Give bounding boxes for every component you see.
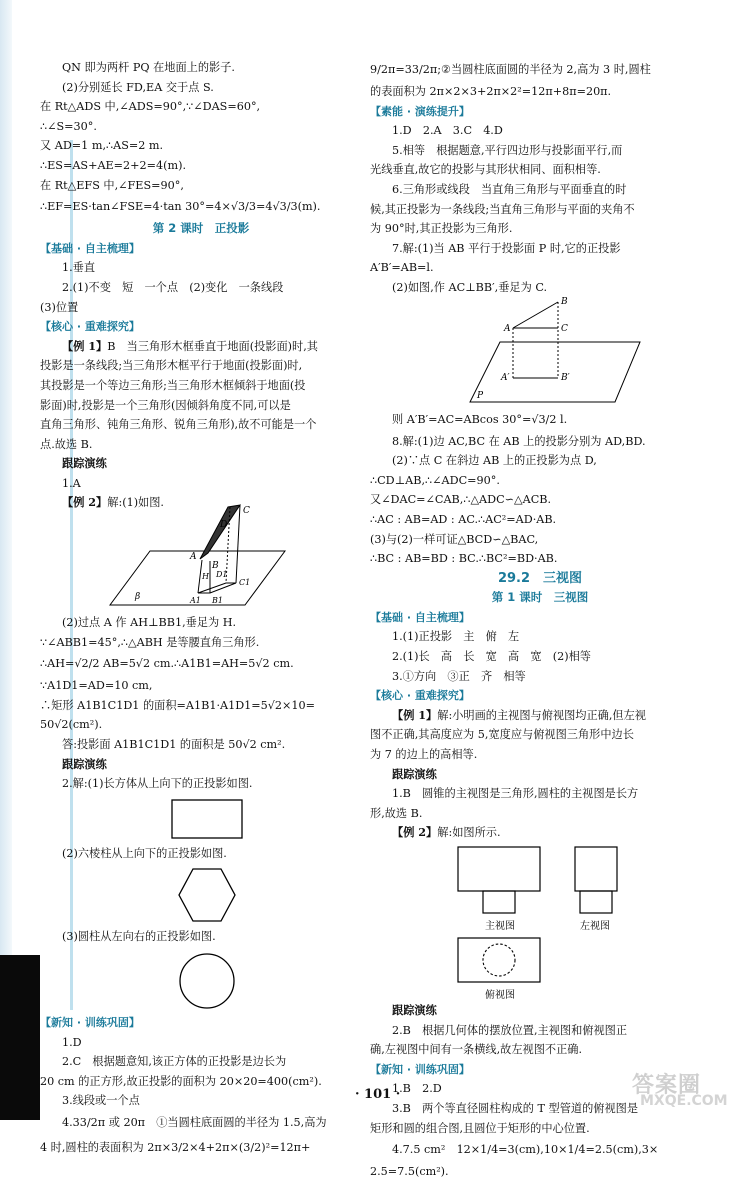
answer-line: 矩形和圆的组合图,且圆位于矩形的中心位置. bbox=[370, 1121, 590, 1135]
answer-line: 光线垂直,故它的投影与其形状相同、面积相等. bbox=[370, 163, 601, 177]
text-line: 为 7 的边上的高相等. bbox=[370, 748, 478, 762]
label-C1: C1 bbox=[239, 578, 251, 588]
answer-line: 4.33/2π 或 20π ①当圆柱底面圆的半径为 1.5,高为 bbox=[62, 1115, 327, 1129]
text-line: (3)圆柱从左向右的正投影如图. bbox=[62, 930, 216, 944]
projection-figure-2 bbox=[370, 298, 710, 408]
answer-line: 2.5=7.5(cm²). bbox=[370, 1165, 449, 1179]
section-tag-basic: 【基础 · 自主梳理】 bbox=[40, 241, 140, 255]
text-line: 2.解:(1)长方体从上向下的正投影如图. bbox=[62, 777, 253, 791]
caption-top-view: 俯视图 bbox=[485, 990, 515, 1001]
answer-line: 1.B 圆锥的主视图是三角形,圆柱的主视图是长方 bbox=[392, 787, 639, 801]
label-A-prime: A′ bbox=[501, 372, 510, 383]
answer-line: 1.B 2.D bbox=[392, 1082, 442, 1096]
answer-line: ∴BC : AB=BD : BC.∴BC²=BD·AB. bbox=[370, 552, 558, 566]
answer-line: 则 A′B′=AC=ABcos 30°=√3/2 l. bbox=[392, 412, 568, 426]
answer-line: 20 cm 的正方形,故正投影的面积为 20×20=400(cm²). bbox=[40, 1074, 322, 1088]
answer-line: 8.解:(1)边 AC,BC 在 AB 上的投影分别为 AD,BD. bbox=[392, 434, 646, 448]
answer-line: (3)与(2)一样可证△BCD∽△BAC, bbox=[370, 532, 539, 546]
answer-line: 候,其正投影为一条线段;当直角三角形与平面的夹角不 bbox=[370, 202, 635, 216]
section-tag-new: 【新知 · 训练巩固】 bbox=[370, 1062, 470, 1076]
text-line: (2)过点 A 作 AH⊥BB1,垂足为 H. bbox=[62, 616, 237, 630]
answer-line: 1.A bbox=[62, 476, 81, 490]
rectangle-projection bbox=[40, 794, 362, 844]
label-D: D bbox=[220, 520, 228, 531]
text-line: ∴AH=√2/2 AB=5√2 cm.∴A1B1=AH=5√2 cm. bbox=[40, 657, 294, 671]
page-number: · 101 · bbox=[355, 1087, 401, 1102]
answer-line: 4 时,圆柱的表面积为 2π×3/2×4+2π×(3/2)²=12π+ bbox=[40, 1140, 311, 1154]
text-line: 解:如图所示. bbox=[437, 826, 501, 840]
answer-line: 5.相等 根据题意,平行四边形与投影面平行,而 bbox=[392, 143, 623, 157]
section-tag-basic: 【基础 · 自主梳理】 bbox=[370, 610, 470, 624]
text-line: 直角三角形、钝角三角形、锐角三角形),故不可能是一个 bbox=[40, 418, 317, 432]
tracking-practice-heading: 跟踪演练 bbox=[62, 756, 107, 771]
answer-line: 2.(1)不变 短 一个点 (2)变化 一条线段 bbox=[62, 280, 284, 294]
label-C: C bbox=[243, 506, 250, 517]
label-B-prime: B′ bbox=[561, 372, 570, 383]
answer-line: ∴AC : AB=AD : AC.∴AC²=AD·AB. bbox=[370, 512, 557, 526]
text-line: 其投影是一个等边三角形;当三角形木框倾斜于地面(投 bbox=[40, 378, 306, 392]
answer-line: 又∠DAC=∠CAB,∴△ADC∽△ACB. bbox=[370, 493, 552, 507]
text-line: ∴矩形 A1B1C1D1 的面积=A1B1·A1D1=5√2×10= bbox=[40, 698, 316, 712]
circle-projection bbox=[40, 947, 362, 1013]
caption-left-view: 左视图 bbox=[580, 921, 610, 932]
answer-line: 1.垂直 bbox=[62, 261, 96, 275]
text-line: 投影是一条线段;当三角形木框平行于地面(投影面)时, bbox=[40, 359, 303, 373]
text-line: 50√2(cm²). bbox=[40, 718, 103, 732]
answer-line: 1.(1)正投影 主 俯 左 bbox=[392, 630, 520, 644]
label-P: P bbox=[477, 390, 484, 401]
lesson-title: 第 2 课时 正投影 bbox=[152, 221, 250, 236]
answer-line: 1.D 2.A 3.C 4.D bbox=[392, 124, 503, 138]
example-label: 【例 2】 bbox=[392, 825, 438, 840]
label-beta: β bbox=[135, 592, 141, 603]
answer-line: 3.线段或一个点 bbox=[62, 1094, 140, 1108]
text-line: ∵A1D1=AD=10 cm, bbox=[40, 679, 153, 693]
answer-line: (2)如图,作 AC⊥BB′,垂足为 C. bbox=[392, 280, 548, 294]
lesson-title: 第 1 课时 三视图 bbox=[491, 590, 589, 605]
label-A: A bbox=[504, 323, 511, 334]
label-C: C bbox=[561, 323, 568, 334]
tracking-practice-heading: 跟踪演练 bbox=[392, 766, 437, 781]
text-line: 9/2π=33/2π;②当圆柱底面圆的半径为 2,高为 3 时,圆柱 bbox=[370, 63, 651, 76]
page-edge-shadow bbox=[0, 0, 12, 1120]
text-line: 在 Rt△ADS 中,∠ADS=90°,∵∠DAS=60°, bbox=[40, 100, 261, 114]
watermark-logo: 答案圈 bbox=[632, 1073, 702, 1098]
answer-line: 形,故选 B. bbox=[370, 806, 423, 820]
text-line: (2)六棱柱从上向下的正投影如图. bbox=[62, 846, 227, 860]
text-line: 图不正确,其高度应为 5,宽度应与俯视图三角形中边长 bbox=[370, 728, 634, 742]
text-line: 解:小明画的主视图与俯视图均正确,但左视 bbox=[437, 708, 646, 722]
answer-line: A′B′=AB=l. bbox=[370, 261, 434, 275]
section-tag-core: 【核心 · 重难探究】 bbox=[370, 689, 470, 703]
answer-line: (3)位置 bbox=[40, 300, 79, 314]
caption-front-view: 主视图 bbox=[485, 921, 515, 932]
left-column bbox=[40, 58, 362, 1161]
label-H: H bbox=[202, 572, 209, 582]
answer-line: 6.三角形或线段 当直角三角形与平面垂直的时 bbox=[392, 182, 627, 196]
text-line: ∴ES=AS+AE=2+2=4(m). bbox=[40, 158, 187, 172]
projection-figure-1 bbox=[40, 506, 362, 613]
answer-line: ∴CD⊥AB,∴∠ADC=90°. bbox=[370, 473, 500, 487]
text-line: ∴EF=ES·tan∠FSE=4·tan 30°=4×√3/3=4√3/3(m). bbox=[40, 200, 321, 214]
answer-line: 为 90°时,其正投影为三角形. bbox=[370, 222, 513, 236]
answer-line: 2.B 根据几何体的摆放位置,主视图和俯视图正 bbox=[392, 1023, 628, 1037]
text-line: (2)分别延长 FD,EA 交于点 S. bbox=[62, 80, 214, 94]
label-B: B bbox=[212, 561, 219, 572]
text-line: 答:投影面 A1B1C1D1 的面积是 50√2 cm². bbox=[62, 738, 286, 752]
tracking-practice-heading: 跟踪演练 bbox=[62, 456, 107, 471]
scan-dark-corner bbox=[0, 955, 40, 1120]
tracking-practice-heading: 跟踪演练 bbox=[392, 1003, 437, 1017]
text-line: QN 即为两杆 PQ 在地面上的影子. bbox=[62, 61, 235, 74]
text-line: 影面)时,投影是一个三角形(因倾斜角度不同,可以是 bbox=[40, 398, 291, 412]
example-label: 【例 2】 bbox=[62, 495, 108, 510]
label-B1: B1 bbox=[212, 596, 223, 606]
label-B: B bbox=[561, 296, 568, 307]
answer-line: 3.B 两个等直径圆柱构成的 T 型管道的俯视图是 bbox=[392, 1101, 639, 1115]
answer-line: 4.7.5 cm² 12×1/4=3(cm),10×1/4=2.5(cm),3× bbox=[392, 1143, 659, 1157]
text-line: 点.故选 B. bbox=[40, 437, 93, 451]
text-line: 的表面积为 2π×2×3+2π×2²=12π+8π=20π. bbox=[370, 85, 612, 98]
section-title: 29.2 三视图 bbox=[497, 570, 583, 586]
text-line: B 当三角形木框垂直于地面(投影面)时,其 bbox=[107, 339, 318, 353]
answer-line: 1.D bbox=[62, 1035, 82, 1049]
answer-line: (2)∵点 C 在斜边 AB 上的正投影为点 D, bbox=[392, 454, 597, 468]
section-tag-new: 【新知 · 训练巩固】 bbox=[40, 1016, 140, 1029]
text-line: ∴∠S=30°. bbox=[40, 119, 97, 133]
text-line: ∵∠ABB1=45°,∴△ABH 是等腰直角三角形. bbox=[40, 635, 260, 649]
answer-line: 7.解:(1)当 AB 平行于投影面 P 时,它的正投影 bbox=[392, 241, 621, 255]
watermark-url: MXQE.COM bbox=[640, 1093, 728, 1109]
answer-line: 3.①方向 ③正 齐 相等 bbox=[392, 669, 526, 683]
example-label: 【例 1】 bbox=[62, 338, 108, 353]
label-A: A bbox=[190, 552, 197, 563]
text-line: 又 AD=1 m,∴AS=2 m. bbox=[40, 139, 164, 153]
label-A1: A1 bbox=[190, 596, 201, 606]
answer-line: 确,左视图中间有一条横线,故左视图不正确. bbox=[370, 1043, 583, 1057]
example-label: 【例 1】 bbox=[392, 707, 438, 722]
right-column bbox=[370, 58, 710, 1182]
answer-line: 2.(1)长 高 长 宽 高 宽 (2)相等 bbox=[392, 650, 591, 664]
label-D1: D1 bbox=[216, 570, 228, 580]
three-views-figure bbox=[370, 843, 710, 1001]
text-line: 在 Rt△EFS 中,∠FES=90°, bbox=[40, 178, 184, 192]
section-tag-core: 【核心 · 重难探究】 bbox=[40, 320, 140, 334]
text-line: 解:(1)如图. bbox=[107, 496, 164, 510]
hexagon-projection bbox=[40, 863, 362, 927]
answer-line: 2.C 根据题意知,该正方体的正投影是边长为 bbox=[62, 1055, 287, 1069]
section-tag-skill: 【素能 · 演练提升】 bbox=[370, 104, 470, 118]
